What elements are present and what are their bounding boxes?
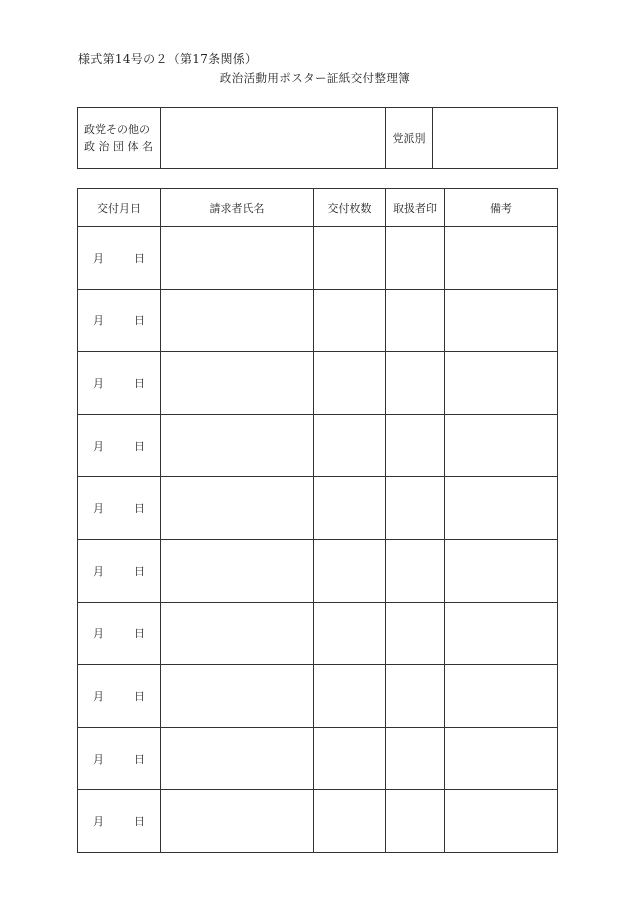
organization-name-label-line2: 政 治 団 体 名 bbox=[84, 140, 153, 153]
register-header-row bbox=[78, 189, 558, 227]
handler-seal-cell[interactable] bbox=[386, 352, 445, 415]
organization-name-label bbox=[78, 108, 161, 169]
table-row bbox=[78, 539, 558, 602]
applicant-name-cell[interactable] bbox=[161, 602, 314, 665]
table-row bbox=[78, 602, 558, 665]
column-header-applicant-name: 請求者氏名 bbox=[161, 189, 314, 227]
column-header-handler-seal: 取扱者印 bbox=[386, 189, 445, 227]
handler-seal-cell[interactable] bbox=[386, 289, 445, 352]
applicant-name-cell[interactable] bbox=[161, 539, 314, 602]
table-row bbox=[78, 477, 558, 540]
issue-date-cell[interactable] bbox=[78, 665, 161, 728]
applicant-name-cell[interactable] bbox=[161, 352, 314, 415]
quantity-cell[interactable] bbox=[314, 539, 386, 602]
faction-label: 党派別 bbox=[386, 108, 433, 169]
day-label: 日 bbox=[134, 439, 145, 453]
handler-seal-cell[interactable] bbox=[386, 227, 445, 290]
issue-date-cell[interactable] bbox=[78, 352, 161, 415]
remarks-cell[interactable] bbox=[445, 289, 558, 352]
handler-seal-cell[interactable] bbox=[386, 539, 445, 602]
applicant-name-cell[interactable] bbox=[161, 477, 314, 540]
table-row bbox=[78, 352, 558, 415]
remarks-cell[interactable] bbox=[445, 227, 558, 290]
day-label: 日 bbox=[134, 502, 145, 516]
issue-date-cell[interactable] bbox=[78, 727, 161, 790]
applicant-name-cell[interactable] bbox=[161, 665, 314, 728]
table-row bbox=[78, 227, 558, 290]
table-row bbox=[78, 289, 558, 352]
remarks-cell[interactable] bbox=[445, 790, 558, 853]
quantity-cell[interactable] bbox=[314, 665, 386, 728]
quantity-cell[interactable] bbox=[314, 727, 386, 790]
day-label: 日 bbox=[134, 627, 145, 641]
document-title: 政治活動用ポスター証紙交付整理簿 bbox=[219, 71, 411, 85]
organization-header-table bbox=[77, 107, 558, 169]
quantity-cell[interactable] bbox=[314, 414, 386, 477]
issue-date-cell[interactable] bbox=[78, 790, 161, 853]
issue-date-cell[interactable] bbox=[78, 414, 161, 477]
faction-field[interactable] bbox=[433, 108, 558, 169]
month-label: 月 bbox=[93, 752, 104, 766]
quantity-cell[interactable] bbox=[314, 289, 386, 352]
handler-seal-cell[interactable] bbox=[386, 665, 445, 728]
column-header-issue-date: 交付月日 bbox=[78, 189, 161, 227]
remarks-cell[interactable] bbox=[445, 665, 558, 728]
table-row bbox=[78, 727, 558, 790]
table-row bbox=[78, 790, 558, 853]
quantity-cell[interactable] bbox=[314, 352, 386, 415]
table-row bbox=[78, 665, 558, 728]
organization-name-label-line1: 政党その他の bbox=[84, 123, 150, 136]
issue-date-cell[interactable] bbox=[78, 227, 161, 290]
remarks-cell[interactable] bbox=[445, 539, 558, 602]
month-label: 月 bbox=[93, 815, 104, 829]
day-label: 日 bbox=[134, 251, 145, 265]
handler-seal-cell[interactable] bbox=[386, 414, 445, 477]
day-label: 日 bbox=[134, 376, 145, 390]
issue-date-cell[interactable] bbox=[78, 289, 161, 352]
issue-date-cell[interactable] bbox=[78, 539, 161, 602]
handler-seal-cell[interactable] bbox=[386, 790, 445, 853]
day-label: 日 bbox=[134, 564, 145, 578]
month-label: 月 bbox=[93, 564, 104, 578]
applicant-name-cell[interactable] bbox=[161, 790, 314, 853]
month-label: 月 bbox=[93, 251, 104, 265]
applicant-name-cell[interactable] bbox=[161, 727, 314, 790]
quantity-cell[interactable] bbox=[314, 602, 386, 665]
quantity-cell[interactable] bbox=[314, 477, 386, 540]
handler-seal-cell[interactable] bbox=[386, 477, 445, 540]
quantity-cell[interactable] bbox=[314, 790, 386, 853]
applicant-name-cell[interactable] bbox=[161, 227, 314, 290]
month-label: 月 bbox=[93, 439, 104, 453]
organization-name-field[interactable] bbox=[161, 108, 386, 169]
remarks-cell[interactable] bbox=[445, 352, 558, 415]
remarks-cell[interactable] bbox=[445, 414, 558, 477]
column-header-remarks: 備考 bbox=[445, 189, 558, 227]
issue-date-cell[interactable] bbox=[78, 602, 161, 665]
form-number: 様式第14号の２（第17条関係） bbox=[78, 52, 258, 66]
month-label: 月 bbox=[93, 689, 104, 703]
issue-date-cell[interactable] bbox=[78, 477, 161, 540]
applicant-name-cell[interactable] bbox=[161, 289, 314, 352]
month-label: 月 bbox=[93, 376, 104, 390]
day-label: 日 bbox=[134, 689, 145, 703]
month-label: 月 bbox=[93, 627, 104, 641]
month-label: 月 bbox=[93, 502, 104, 516]
handler-seal-cell[interactable] bbox=[386, 602, 445, 665]
quantity-cell[interactable] bbox=[314, 227, 386, 290]
day-label: 日 bbox=[134, 752, 145, 766]
month-label: 月 bbox=[93, 314, 104, 328]
day-label: 日 bbox=[134, 314, 145, 328]
handler-seal-cell[interactable] bbox=[386, 727, 445, 790]
remarks-cell[interactable] bbox=[445, 602, 558, 665]
table-row bbox=[78, 414, 558, 477]
column-header-quantity: 交付枚数 bbox=[314, 189, 386, 227]
day-label: 日 bbox=[134, 815, 145, 829]
issuance-register-table bbox=[77, 188, 558, 853]
remarks-cell[interactable] bbox=[445, 727, 558, 790]
applicant-name-cell[interactable] bbox=[161, 414, 314, 477]
remarks-cell[interactable] bbox=[445, 477, 558, 540]
